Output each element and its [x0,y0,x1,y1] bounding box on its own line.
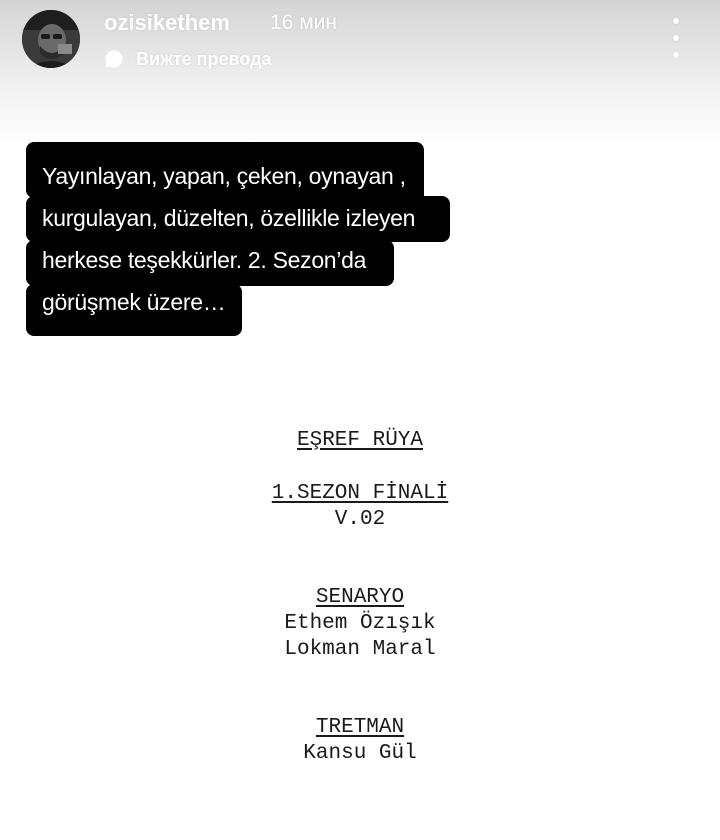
series-title: EŞREF RÜYA [296,429,424,452]
translate-bubble-icon [104,49,124,69]
caption-line: Yayınlayan, yapan, çeken, oynayan , [42,163,406,189]
more-dot [673,35,679,41]
caption-line: herkese teşekkürler. 2. Sezon’da [42,247,367,273]
spacer [200,454,520,481]
treatment-writer: Kansu Gül [303,742,417,765]
avatar-photo-icon [22,10,80,68]
script-title-page [200,428,520,767]
see-translation-label: Вижте превода [136,48,272,69]
more-vertical-icon[interactable] [662,18,690,58]
spacer [200,663,520,715]
post-time: 16 мин [270,11,337,34]
screenplay-heading: SENARYO [315,586,405,609]
story-caption [42,155,462,323]
more-dot [673,18,679,24]
caption-line: kurgulayan, düzelten, özellikle izleyen [42,205,416,231]
episode-title: 1.SEZON FİNALİ [271,482,449,505]
screenplay-writer: Lokman Maral [284,638,436,661]
screenplay-writer: Ethem Özışık [284,612,436,635]
see-translation-button[interactable] [104,47,272,71]
caption-line: görüşmek üzere… [42,289,226,315]
avatar[interactable] [22,10,80,68]
username[interactable]: ozisikethem [104,10,230,35]
version-number: V.02 [334,508,386,531]
more-dot [673,52,679,58]
spacer [200,533,520,585]
story-header [0,0,720,80]
treatment-heading: TRETMAN [315,716,405,739]
